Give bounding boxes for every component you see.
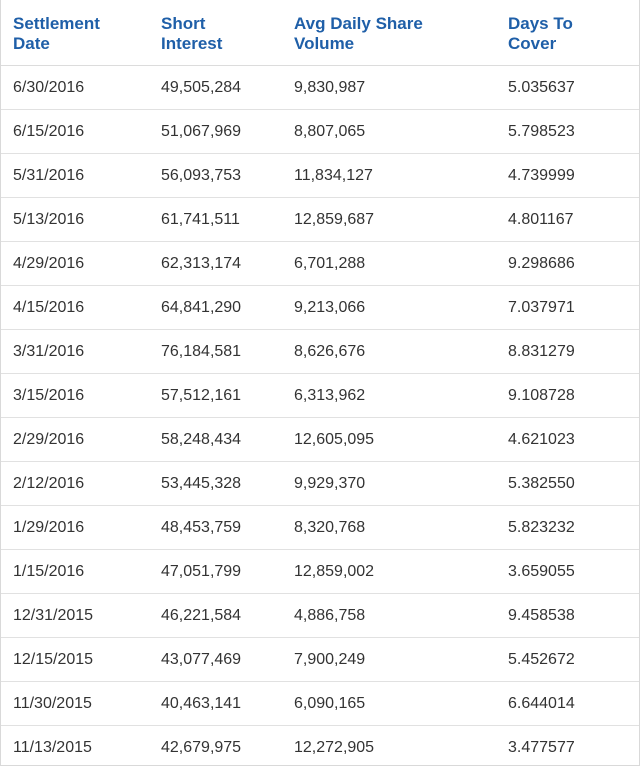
cell-settlement-date: 6/15/2016 <box>13 122 85 140</box>
cell-days-to-cover: 6.644014 <box>508 694 575 712</box>
cell-avg-daily-volume: 8,807,065 <box>294 122 366 140</box>
table-row <box>1 550 639 594</box>
table-row <box>1 198 639 242</box>
cell-short-interest: 56,093,753 <box>161 166 242 184</box>
cell-settlement-date: 1/15/2016 <box>13 562 85 580</box>
cell-short-interest: 64,841,290 <box>161 298 242 316</box>
header-settlement-date[interactable]: Settlement Date <box>13 13 100 53</box>
cell-avg-daily-volume: 6,090,165 <box>294 694 366 712</box>
header-avg-daily-volume[interactable]: Avg Daily Share Volume <box>294 13 423 53</box>
cell-settlement-date: 4/15/2016 <box>13 298 85 316</box>
cell-avg-daily-volume: 12,859,687 <box>294 210 375 228</box>
cell-short-interest: 46,221,584 <box>161 606 242 624</box>
cell-settlement-date: 11/30/2015 <box>13 694 92 712</box>
cell-avg-daily-volume: 7,900,249 <box>294 650 366 668</box>
cell-settlement-date: 3/15/2016 <box>13 386 85 404</box>
table-row <box>1 462 639 506</box>
cell-days-to-cover: 4.621023 <box>508 430 575 448</box>
cell-settlement-date: 5/31/2016 <box>13 166 85 184</box>
cell-avg-daily-volume: 8,626,676 <box>294 342 366 360</box>
header-days-to-cover[interactable]: Days To Cover <box>508 13 573 53</box>
cell-days-to-cover: 3.477577 <box>508 739 575 756</box>
table-row <box>1 286 639 330</box>
cell-avg-daily-volume: 4,886,758 <box>294 606 366 624</box>
table-header-row <box>1 0 639 66</box>
cell-avg-daily-volume: 9,213,066 <box>294 298 366 316</box>
table-row <box>1 330 639 374</box>
cell-days-to-cover: 5.452672 <box>508 650 575 668</box>
cell-avg-daily-volume: 9,830,987 <box>294 78 366 96</box>
table-row <box>1 638 639 682</box>
cell-avg-daily-volume: 11,834,127 <box>294 166 373 184</box>
cell-short-interest: 58,248,434 <box>161 430 242 448</box>
cell-short-interest: 40,463,141 <box>161 694 242 712</box>
cell-settlement-date: 2/12/2016 <box>13 474 85 492</box>
cell-short-interest: 61,741,511 <box>161 210 240 228</box>
cell-days-to-cover: 9.458538 <box>508 606 575 624</box>
cell-avg-daily-volume: 12,859,002 <box>294 562 375 580</box>
cell-days-to-cover: 5.823232 <box>508 518 575 536</box>
table-row <box>1 66 639 110</box>
cell-avg-daily-volume: 8,320,768 <box>294 518 366 536</box>
cell-avg-daily-volume: 6,701,288 <box>294 254 366 272</box>
cell-short-interest: 62,313,174 <box>161 254 242 272</box>
cell-short-interest: 51,067,969 <box>161 122 242 140</box>
cell-avg-daily-volume: 6,313,962 <box>294 386 366 404</box>
cell-short-interest: 49,505,284 <box>161 78 242 96</box>
cell-settlement-date: 3/31/2016 <box>13 342 85 360</box>
cell-days-to-cover: 9.108728 <box>508 386 575 404</box>
cell-short-interest: 43,077,469 <box>161 650 242 668</box>
table-row <box>1 506 639 550</box>
cell-days-to-cover: 7.037971 <box>508 298 575 316</box>
cell-settlement-date: 12/15/2015 <box>13 650 94 668</box>
cell-settlement-date: 6/30/2016 <box>13 78 85 96</box>
cell-days-to-cover: 8.831279 <box>508 342 575 360</box>
cell-days-to-cover: 4.801167 <box>508 210 574 228</box>
cell-short-interest: 53,445,328 <box>161 474 242 492</box>
cell-days-to-cover: 4.739999 <box>508 166 575 184</box>
cell-settlement-date: 5/13/2016 <box>13 210 85 228</box>
cell-settlement-date: 11/13/2015 <box>13 739 92 756</box>
cell-short-interest: 48,453,759 <box>161 518 242 536</box>
cell-short-interest: 57,512,161 <box>161 386 242 404</box>
cell-settlement-date: 12/31/2015 <box>13 606 94 624</box>
table-row <box>1 594 639 638</box>
cell-days-to-cover: 5.382550 <box>508 474 575 492</box>
cell-avg-daily-volume: 9,929,370 <box>294 474 366 492</box>
cell-avg-daily-volume: 12,605,095 <box>294 430 375 448</box>
cell-days-to-cover: 3.659055 <box>508 562 575 580</box>
table-row <box>1 110 639 154</box>
cell-days-to-cover: 5.798523 <box>508 122 575 140</box>
table-row <box>1 154 639 198</box>
cell-settlement-date: 2/29/2016 <box>13 430 85 448</box>
cell-settlement-date: 4/29/2016 <box>13 254 85 272</box>
table-row <box>1 242 639 286</box>
cell-short-interest: 42,679,975 <box>161 739 242 756</box>
cell-avg-daily-volume: 12,272,905 <box>294 739 375 756</box>
table-row <box>1 374 639 418</box>
cell-settlement-date: 1/29/2016 <box>13 518 85 536</box>
cell-days-to-cover: 5.035637 <box>508 78 575 96</box>
table-row <box>1 726 639 770</box>
cell-short-interest: 47,051,799 <box>161 562 242 580</box>
header-short-interest[interactable]: Short Interest <box>161 13 223 53</box>
cell-short-interest: 76,184,581 <box>161 342 242 360</box>
table-body <box>1 66 639 770</box>
table-row <box>1 682 639 726</box>
table-row <box>1 418 639 462</box>
cell-days-to-cover: 9.298686 <box>508 254 575 272</box>
